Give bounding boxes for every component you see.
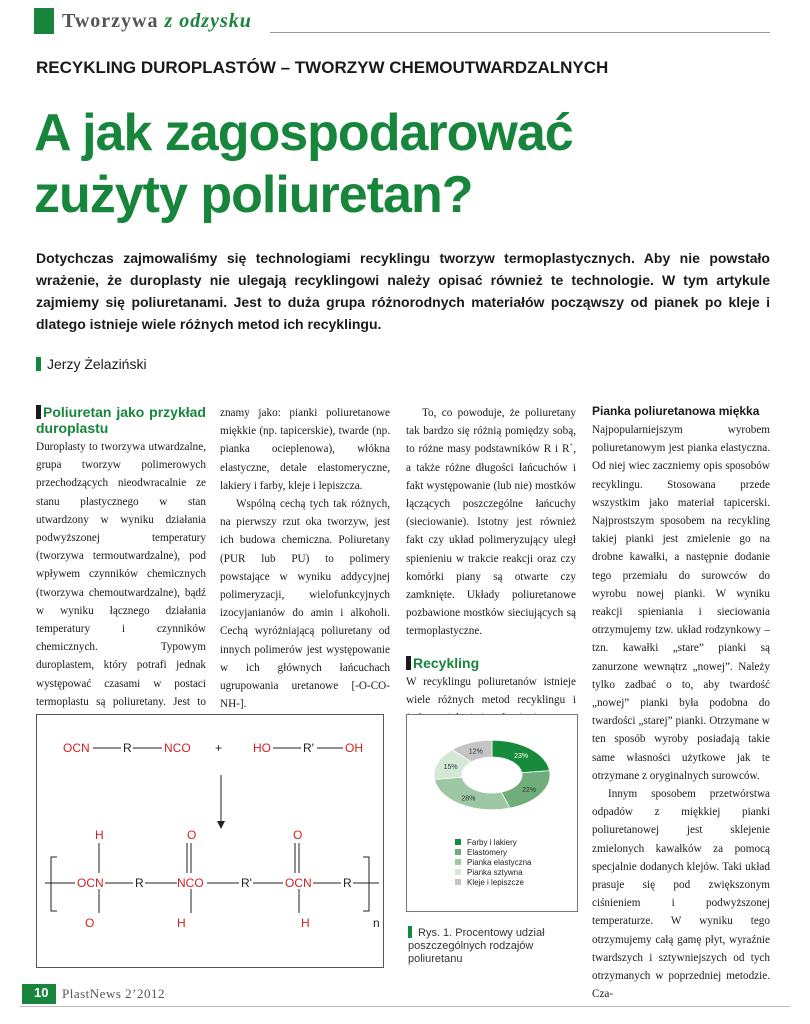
text-column-3 [406, 404, 576, 727]
paragraph: Innym sposobem przetwórstwa odpadów z miękkiej pianki poliuretanowej jest sklejenie zmielonych kawałków za pomocą specjalnie dodanych klejów. Taki układ prasuje się pod zwiększonym ciśnieniem i podwyższonej temperaturze. W wyniku tego otrzymujemy całą gamę płyt, wyraźnie twardszych i sztywniejszych od tych otrzymanych w poprzedniej metodzie. Cza- [592, 788, 770, 1001]
figure-caption [408, 926, 578, 966]
reactant-nco: NCO [164, 741, 191, 755]
section-heading-recycling: Recykling [406, 655, 576, 671]
legend-label: Pianka sztywna [467, 868, 523, 877]
pie-slice-label: 15% [443, 764, 458, 772]
legend-swatch [455, 849, 461, 855]
text-column-1 [36, 404, 206, 729]
section-heading-polyurethane: Poliuretan jako przykład duroplastu [36, 404, 206, 436]
article-headline [34, 102, 774, 226]
reactant-r: R [123, 741, 132, 755]
author-marker [36, 357, 41, 371]
legend-label: Farby i lakiery [467, 838, 517, 847]
pie-slice-label: 28% [461, 795, 476, 803]
product-h-bottom-2: H [301, 916, 310, 930]
caption-text: Rys. 1. Procentowy udział poszczególnych rodzajów poliuretanu [408, 927, 545, 965]
pie-chart-box [406, 714, 578, 912]
product-h-bottom-1: H [177, 916, 186, 930]
magazine-issue: PlastNews 2’2012 [62, 986, 165, 1001]
author-name: Jerzy Żelaziński [47, 356, 147, 372]
text-column-4 [592, 404, 770, 1004]
heading-marker [36, 405, 41, 419]
pie-slice-label: 22% [522, 787, 537, 795]
product-o-top-1: O [187, 828, 197, 842]
reactant-ho: HO [253, 741, 271, 755]
paragraph: znamy jako: pianki poliuretanowe miękkie (np. tapicerskie), twarde (np. pianka ocieplenowa), włókna elastyczne, detale elastomeryczne, lakiery i farby, kleje i lepiszcza. [220, 407, 390, 492]
legend-label: Pianka elastyczna [467, 858, 532, 867]
reaction-diagram [36, 714, 384, 968]
legend-swatch [455, 869, 461, 875]
reactant-oh: OH [345, 741, 363, 755]
text-column-2 [220, 404, 390, 713]
article-kicker: RECYKLING DUROPLASTÓW – TWORZYW CHEMOUTWARDZALNYCH [36, 58, 609, 77]
article-lead: Dotychczas zajmowaliśmy się technologiami recyklingu tworzyw termoplastycznych. Aby nie powstało wrażenie, że duroplasty nie ulegają recyklingowi należy opisać również te technologie. W tym artykule zajmiemy się poliuretanami. Jest to duża grupa różnorodnych materiałów począwszy od pianek po kleje i dlatego istnieje wiele różnych metod ich recyklingu. [36, 250, 770, 332]
legend-swatch [455, 879, 461, 885]
reactant-r-prime: R' [303, 741, 314, 755]
paragraph: W recyklingu poliuretanów istnieje wiele różnych metod recyklingu i [406, 675, 576, 706]
legend-label: Kleje i lepiszcze [467, 878, 524, 887]
plus-sign: + [215, 741, 223, 755]
paragraph: Duroplasty to tworzywa utwardzalne, grupa tworzyw polimerowych przechodzących nieodwracalnie ze stanu plastycznego w stan utwardzony w wyniku działania podwyższonej temperatury (tworzywa termoutwardzalne), pod wpływem czynników chemicznych (tworzywa chemoutwardzalne), bądź w wyniku łącznego działania temperatury i czynników chemicznych. Typowym duroplastem, który potrafi jednak występować czasami w postaci termoplastu są poliuretany. Jest to [36, 441, 206, 708]
product-o-bottom: O [85, 916, 95, 930]
section-marker [34, 8, 54, 34]
section-rule [270, 32, 770, 33]
pie-slice-label: 23% [514, 753, 529, 761]
product-o-top-2: O [293, 828, 303, 842]
section-heading-soft-foam: Pianka poliuretanowa miękka [592, 404, 760, 418]
section-label: Tworzywa z odzysku [62, 10, 252, 32]
product-r-prime: R' [241, 876, 252, 890]
legend-label: Elastomery [467, 848, 508, 857]
author-byline [36, 356, 147, 372]
product-nco: NCO [177, 876, 204, 890]
product-ocn-1: OCN [77, 876, 104, 890]
footer-rule [20, 1006, 790, 1007]
product-ocn-2: OCN [285, 876, 312, 890]
heading-marker [406, 656, 411, 670]
legend-swatch [455, 839, 461, 845]
headline-line-1: A jak zagospodarować [34, 104, 573, 162]
pie-slice [434, 777, 509, 810]
repeat-index: n [373, 916, 380, 930]
product-r-2: R [343, 876, 352, 890]
legend-swatch [455, 859, 461, 865]
product-h-top: H [95, 828, 104, 842]
paragraph: Wspólną cechą tych tak różnych, na pierwszy rzut oka tworzyw, jest ich budowa chemiczna. Poliuretany (PUR lub PU) to polimery powstające w wyniku addycyjnej polimeryzacji, wielofunkcyjnych izocyjanianów do amin i alkoholi. Cechą wyróżniającą poliuretany od innych polimerów jest występowanie w ich głównych łańcuchach ugrupowania uretanowe [-O-CO-NH-]. [220, 498, 390, 711]
caption-marker [408, 926, 412, 938]
reaction-arrow-head [217, 821, 225, 829]
pie-slice-label: 12% [468, 748, 483, 756]
product-r: R [135, 876, 144, 890]
reactant-ocn: OCN [63, 741, 90, 755]
page-number: 10 [34, 985, 49, 1000]
paragraph: Najpopularniejszym wyrobem poliuretanowym jest pianka elastyczna. Od niej wiec zaczniemy opis sposobów recyklingu. Stosowana przede wszystkim jako materiał tapicerski. Najprostszym sposobem na recykling takiej pianki jest zmielenie go na drobne kawałki, a następnie dodanie tego przemiału do surowców do wyrobu nowej pianki. W wyniku reakcji spieniania i sieciowania otrzymujemy tzw. układ rodzynkowy – tzn. kawałki „stare” pianki są zanurzone wewnątrz „nowej”. Należy tylko zadbać o to, aby twardość „nowej” pianki była podobna do twardości „starej” pianki. Otrzymane w ten sposób wyroby posiadają takie same własności użytkowe jak te otrzymane z oryginalnych surowców. [592, 424, 770, 782]
headline-line-2: zużyty poliuretan? [34, 166, 473, 224]
paragraph: To, co powoduje, że poliuretany tak bardzo się różnią pomiędzy sobą, to różne masy podstawników R i R`, a także różne długości łańcuchów i fakt występowanie (lub nie) mostków łączących poszczególne łańcuchy (sieciowanie). Istotny jest również fakt czy układ polimeryzujący uległ spienieniu w trakcie reakcji oraz czy komórki piany są otwarte czy zamknięte. Układy poliuretanowe pozbawione mostków sieciujących są termoplastyczne. [406, 407, 576, 638]
